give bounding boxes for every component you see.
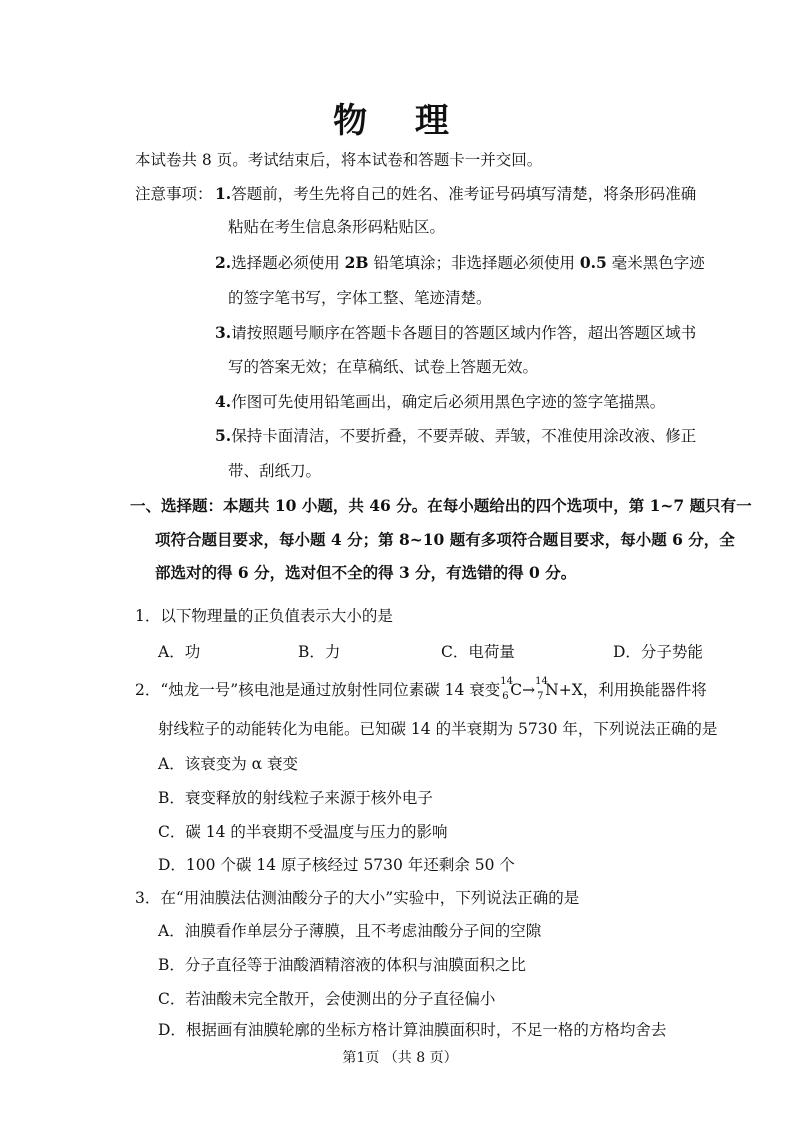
nitrogen-mass-number: 14	[535, 676, 548, 687]
note-text: 选择题必须使用	[231, 254, 345, 272]
intro-text: 本试卷共 8 页。考试结束后，将本试卷和答题卡一并交回。	[135, 151, 543, 169]
question-1-option-a: A．功	[158, 643, 201, 661]
question-2-option-d: D．100 个碳 14 原子核经过 5730 年还剩余 50 个	[158, 856, 515, 874]
note-item-5	[215, 424, 696, 446]
note-text: 作图可先使用铅笔画出，确定后必须用黑色字迹的签字笔描黑。	[231, 393, 666, 411]
question-3-option-c: C．若油酸未完全散开，会使测出的分子直径偏小	[158, 990, 496, 1008]
section-1-heading: 一、选择题：本题共 10 小题，共 46 分。在每小题给出的四个选项中，第 1~7 题只有一	[130, 496, 752, 515]
notes-label: 注意事项：	[135, 185, 213, 203]
note-bold-05: 0.5	[579, 253, 607, 272]
note-text: 毫米黑色字迹	[606, 254, 705, 272]
note-num: 3.	[215, 323, 232, 342]
question-3-option-d: D．根据画有油膜轮廓的坐标方格计算油膜面积时，不足一格的方格均舍去	[158, 1021, 667, 1039]
carbon-atomic-number: 6	[502, 691, 509, 702]
note-item-1	[215, 182, 696, 204]
note-item-2	[215, 251, 705, 273]
note-item-5-line2: 带、刮纸刀。	[228, 462, 322, 480]
note-text: 答题前，考生先将自己的姓名、准考证号码填写清楚，将条形码准确	[231, 185, 697, 203]
question-3-stem: 3．在“用油膜法估测油酸分子的大小”实验中，下列说法正确的是	[135, 889, 580, 907]
note-item-3-line2: 写的答案无效；在草稿纸、试卷上答题无效。	[228, 358, 539, 376]
question-2-option-c: C．碳 14 的半衰期不受温度与压力的影响	[158, 823, 448, 841]
question-3-option-a: A．油膜看作单层分子薄膜，且不考虑油酸分子间的空隙	[158, 922, 542, 940]
note-num: 5.	[215, 426, 232, 445]
note-num: 1.	[215, 184, 232, 203]
section-1-line3: 部选对的得 6 分，选对但不全的得 3 分，有选错的得 0 分。	[155, 563, 577, 582]
reaction-arrow: →	[522, 681, 536, 699]
question-2-stem	[135, 678, 707, 700]
note-item-2-line2: 的签字笔书写，字体工整、笔迹清楚。	[228, 289, 492, 307]
question-2-option-b: B．衰变释放的射线粒子来源于核外电子	[158, 789, 433, 807]
question-1-option-c: C．电荷量	[441, 643, 515, 661]
question-2-option-a: A．该衰变为 α 衰变	[158, 755, 299, 773]
question-1-option-d: D．分子势能	[613, 643, 703, 661]
note-num: 4.	[215, 392, 232, 411]
note-item-1-line2: 粘贴在考生信息条形码粘贴区。	[228, 218, 446, 236]
nitrogen-symbol: N	[545, 681, 559, 699]
nitrogen-nuclide	[535, 676, 548, 702]
question-2-stem-text: 2．“烛龙一号”核电池是通过放射性同位素碳 14 衰变	[135, 681, 501, 699]
note-text: 铅笔填涂；非选择题必须使用	[368, 254, 580, 272]
note-bold-2b: 2B	[344, 253, 369, 272]
note-text: 请按照题号顺序在答题卡各题目的答题区域内作答，超出答题区域书	[231, 324, 697, 342]
question-2-stem-tail: +X，利用换能器件将	[558, 681, 707, 699]
note-item-4	[215, 390, 665, 412]
note-text: 保持卡面清洁，不要折叠，不要弄破、弄皱，不准使用涂改液、修正	[231, 427, 697, 445]
page-footer: 第1页 （共 8 页）	[342, 1050, 458, 1066]
nitrogen-atomic-number: 7	[537, 691, 544, 702]
question-1-stem: 1．以下物理量的正负值表示大小的是	[135, 607, 393, 625]
section-1-line2: 项符合题目要求，每小题 4 分；第 8~10 题有多项符合题目要求，每小题 6 分，全	[155, 530, 735, 549]
question-3-option-b: B．分子直径等于油酸酒精溶液的体积与油膜面积之比	[158, 956, 526, 974]
carbon-mass-number: 14	[500, 676, 514, 687]
question-1-option-b: B．力	[298, 643, 341, 661]
question-2-stem-line2: 射线粒子的动能转化为电能。已知碳 14 的半衰期为 5730 年，下列说法正确的是	[158, 720, 718, 738]
note-num: 2.	[215, 253, 232, 272]
carbon-nuclide	[500, 676, 514, 702]
carbon-symbol: C	[510, 681, 523, 699]
note-item-3	[215, 321, 696, 343]
page-title: 物 理	[333, 101, 467, 141]
